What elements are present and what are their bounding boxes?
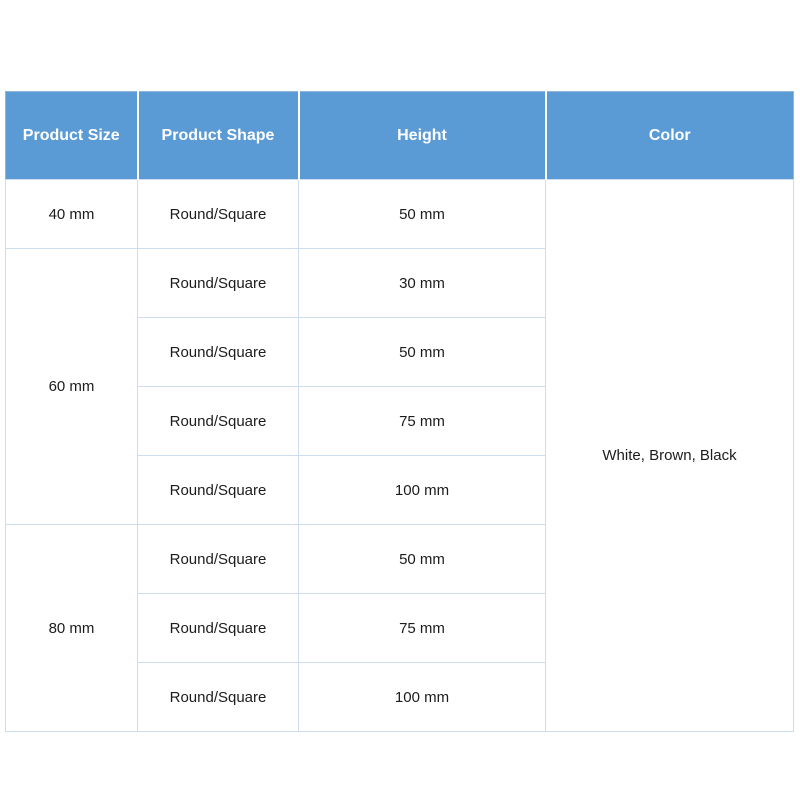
product-spec-table <box>5 91 794 732</box>
column-header-height: Height <box>299 92 546 180</box>
cell-height: 100 mm <box>299 663 546 732</box>
cell-height: 75 mm <box>299 387 546 456</box>
cell-product-shape: Round/Square <box>138 456 299 525</box>
table-header <box>6 92 794 180</box>
cell-product-shape: Round/Square <box>138 249 299 318</box>
column-header-color: Color <box>546 92 794 180</box>
cell-product-size: 40 mm <box>6 180 138 249</box>
cell-product-shape: Round/Square <box>138 387 299 456</box>
cell-product-shape: Round/Square <box>138 525 299 594</box>
table-body <box>6 180 794 732</box>
column-header-product-size: Product Size <box>6 92 138 180</box>
cell-height: 75 mm <box>299 594 546 663</box>
cell-height: 50 mm <box>299 180 546 249</box>
cell-color: White, Brown, Black <box>546 180 794 732</box>
cell-product-shape: Round/Square <box>138 663 299 732</box>
cell-height: 30 mm <box>299 249 546 318</box>
cell-height: 50 mm <box>299 318 546 387</box>
cell-product-shape: Round/Square <box>138 180 299 249</box>
cell-product-size: 60 mm <box>6 249 138 525</box>
cell-product-shape: Round/Square <box>138 318 299 387</box>
header-row <box>6 92 794 180</box>
cell-product-size: 80 mm <box>6 525 138 732</box>
product-spec-table-container <box>5 91 794 732</box>
cell-height: 100 mm <box>299 456 546 525</box>
cell-product-shape: Round/Square <box>138 594 299 663</box>
table-row <box>6 180 794 249</box>
column-header-product-shape: Product Shape <box>138 92 299 180</box>
cell-height: 50 mm <box>299 525 546 594</box>
